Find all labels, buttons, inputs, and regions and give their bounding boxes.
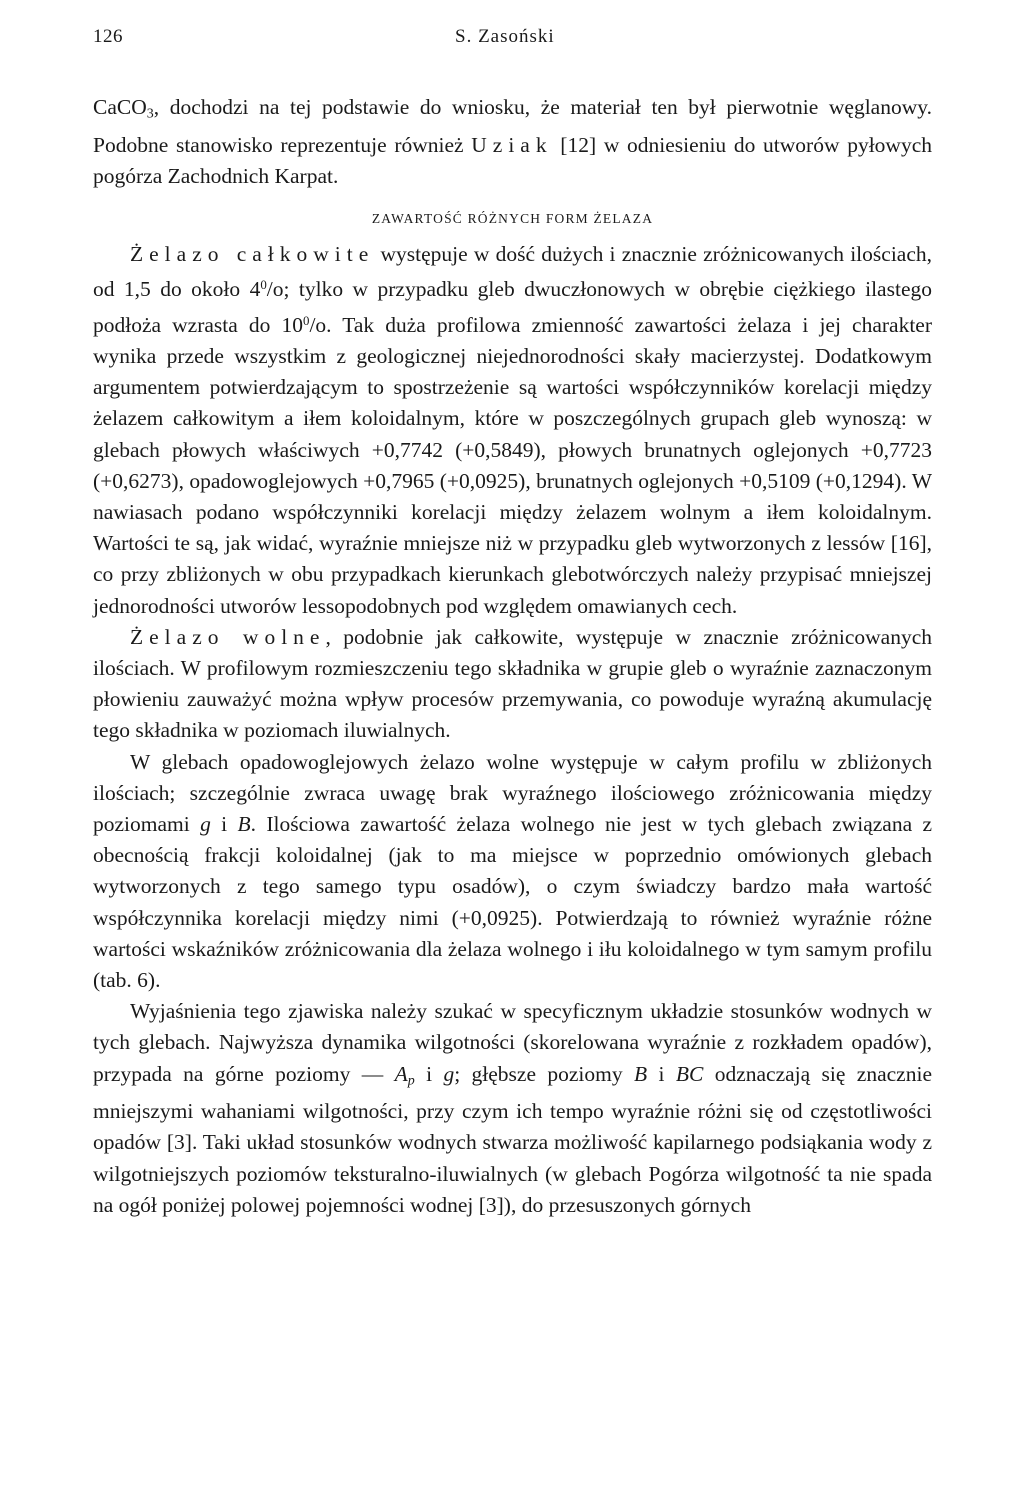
section-heading: ZAWARTOŚĆ RÓŻNYCH FORM ŻELAZA (371, 211, 654, 227)
author-name-spaced: Uziak (471, 132, 553, 157)
term-total-iron: Żelazo całkowite (130, 242, 375, 267)
paragraph-gley-soils: W glebach opadowoglejowych żelazo wolne występuje w całym profilu w zbliżonych ilościach; szczególnie zwraca uwagę brak wyraźnego ilościowego zróżnicowania między poziomami g i B. Ilościowa zawartość żelaza wolnego nie jest w tych glebach związana z obecnością frakcji koloidalnej (jak to ma miejsce w poprzednio omówionych glebach wytworzonych z tego samego typu osadów), o czym świadczy bardzo mała wartość współczynnika korelacji między nimi (+0,0925). Potwierdzają to również wyraźnie różne wartości wskaźników zróżnicowania dla żelaza wolnego i iłu koloidalnego w tym samym profilu (tab. 6). (93, 749, 932, 992)
term-free-iron: Żelazo wolne (130, 624, 326, 649)
formula-caco3: CaCO$_3$ (93, 95, 154, 122)
running-head (93, 26, 932, 54)
paragraph-total-iron: Żelazo całkowite występuje w dość dużych i znacznie zróżnicowanych ilościach, od 1,5 do około $4^0/o$; tylko w przypadku gleb dwuczłonowych w obrębie ciężkiego ilastego podłoża wzrasta do $10^0/o$. Tak duża profilowa zmienność zawartości żelaza i jej charakter wynika przede wszystkim z geologicznej niejednorodności skały macierzystej. Dodatkowym argumentem potwierdzającym to spostrzeżenie są wartości współczynników korelacji między żelazem całkowitym a iłem koloidalnym, które w poszczególnych grupach gleb wynoszą: w glebach płowych właściwych +0,7742 (+0,5849), płowych brunatnych oglejonych +0,7723 (+0,6273), opadowoglejowych +0,7965 (+0,0925), brunatnych oglejonych +0,5109 (+0,1294). W nawiasach podano współczynniki korelacji między żelazem wolnym a iłem koloidalnym. Wartości te są, jak widać, wyraźnie mniejsze niż w przypadku gleb wytworzonych z lessów [16], co przy zbliżonych w obu przypadkach kierunkach glebotwórczych należy przypisać mniejszej jednorodności utworów lessopodobnych pod względem omawianych cech. (93, 242, 932, 618)
running-head-author: S. Zasoński (455, 26, 555, 47)
paragraph-free-iron: Żelazo wolne, podobnie jak całkowite, występuje w znacznie zróżnicowanych ilościach. W profilowym rozmieszczeniu tego składnika w grupie gleb o wyraźnie zaznaczonym płowieniu zauważyć można wpływ procesów przemywania, co powoduje wyraźną akumulację tego składnika w poziomach iluwialnych. (93, 624, 932, 743)
paragraph-continuation: CaCO$_3$, dochodzi na tej podstawie do wniosku, że materiał ten był pierwotnie węglanowy. Podobne stanowisko reprezentuje również Uziak [12] w odniesieniu do utworów pyłowych pogórza Zachodnich Karpat. (93, 95, 932, 188)
page (93, 26, 932, 1221)
page-number: 126 (93, 26, 123, 47)
paragraph-water-relations: Wyjaśnienia tego zjawiska należy szukać w specyficznym układzie stosunków wodnych w tych glebach. Najwyższa dynamika wilgotności (skorelowana wyraźnie z rozkładem opadów), przypada na górne poziomy — $A_p$ i g; głębsze poziomy B i BC odznaczają się znacznie mniejszymi wahaniami wilgotności, przy czym ich tempo wyraźnie różni się od częstotliwości opadów [3]. Taki układ stosunków wodnych stwarza możliwość kapilarnego podsiąkania wody z wilgotniejszych poziomów teksturalno-iluwialnych (w glebach Pogórza wilgotność ta nie spada na ogół poniżej polowej pojemności wodnej [3]), do przesuszonych górnych (93, 999, 932, 1217)
body-text (93, 92, 932, 1221)
